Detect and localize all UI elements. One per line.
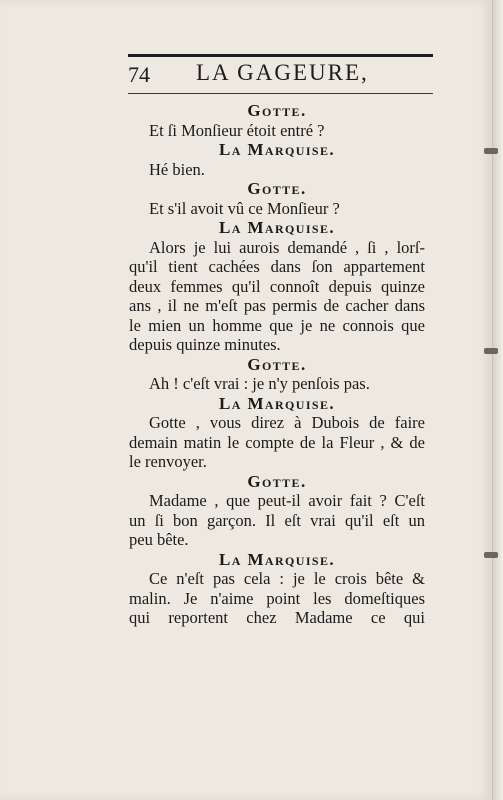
speaker-name: Gotte.	[247, 471, 307, 491]
dialogue-line: Et s'il avoit vû ce Monſieur ?	[149, 198, 340, 218]
speaker-name: Gotte.	[247, 179, 307, 198]
play-text	[129, 101, 425, 628]
speaker-name: La Marquise.	[218, 393, 336, 413]
speaker-name: Gotte.	[247, 101, 307, 120]
running-title: LA GAGEURE,	[196, 60, 369, 85]
dialogue-line: le mien un homme que je ne connois que	[129, 315, 425, 335]
header-rule-top	[128, 54, 433, 57]
dialogue-line: Ah ! c'eſt vrai : je n'y penſois pas.	[149, 374, 370, 393]
speaker-name: La Marquise.	[218, 218, 336, 237]
dialogue-line: malin. Je n'aime point les domeſtiques	[129, 588, 425, 608]
dialogue-line: Madame , que peut-il avoir fait ? C'eſt	[149, 491, 425, 510]
dialogue-line: le renvoyer.	[129, 452, 207, 471]
page-number: 74	[128, 62, 150, 87]
page-binding-edge	[492, 0, 503, 800]
binding-stitch	[484, 348, 498, 354]
dialogue-line: Hé bien.	[149, 159, 205, 179]
dialogue-line: depuis quinze minutes.	[129, 335, 281, 354]
header-rule-bottom	[128, 93, 433, 94]
binding-stitch	[484, 148, 498, 154]
dialogue-line: deux femmes qu'il connoît depuis quinze	[129, 276, 425, 296]
dialogue-line: Et ſi Monſieur étoit entré ?	[149, 120, 325, 140]
speaker-name: Gotte.	[247, 354, 307, 374]
dialogue-line: Ce n'eſt pas cela : je le crois bête &	[149, 569, 425, 588]
dialogue-line: un ſi bon garçon. Il eſt vrai qu'il eſt un	[129, 510, 425, 530]
dialogue-line: Alors je lui aurois demandé , ſi , lorſ-	[149, 237, 425, 257]
speaker-name: La Marquise.	[218, 140, 336, 159]
dialogue-line: qui reportent chez Madame ce qui	[129, 608, 425, 627]
binding-stitch	[484, 552, 498, 558]
speaker-name: La Marquise.	[218, 549, 336, 569]
dialogue-line: qu'il tient cachées dans ſon appartement	[129, 257, 425, 276]
dialogue-line: ans , il ne m'eſt pas permis de cacher dans	[129, 296, 425, 315]
dialogue-line: peu bête.	[129, 530, 189, 549]
dialogue-line: demain matin le compte de la Fleur , & de	[129, 432, 425, 452]
dialogue-line: Gotte , vous direz à Dubois de faire	[149, 413, 425, 432]
